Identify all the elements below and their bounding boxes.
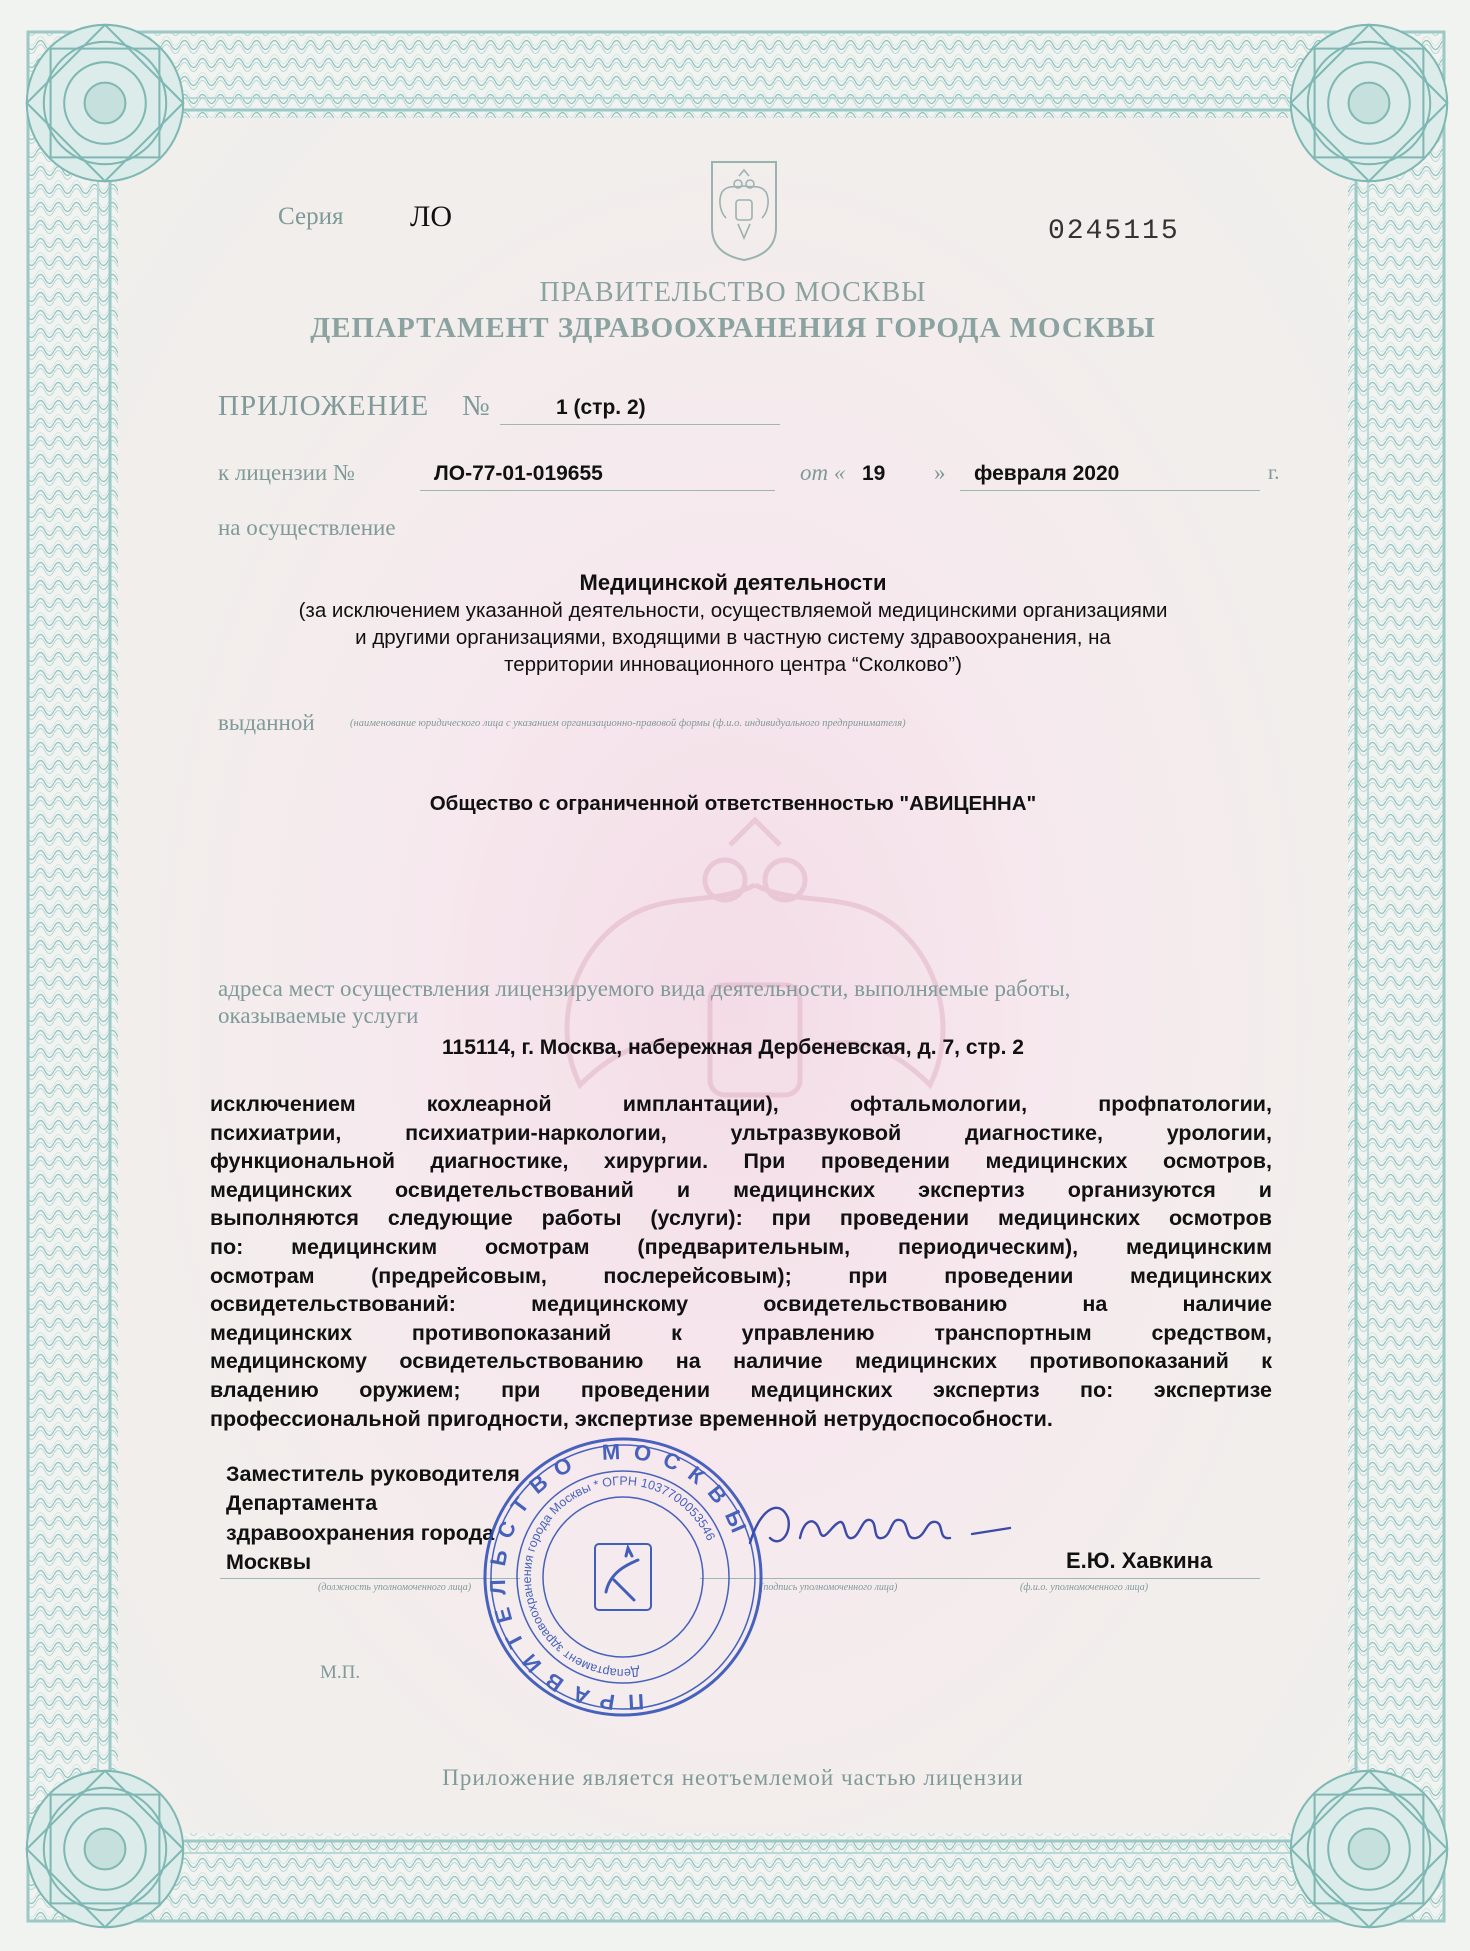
appendix-label: ПРИЛОЖЕНИЕ: [218, 390, 430, 422]
services-text: [210, 1090, 1272, 1433]
form-number: 0245115: [1048, 216, 1180, 247]
services-line: по: медицинским осмотрам (предварительным, периодическим), медицинским: [210, 1234, 1272, 1259]
license-month-year: февраля 2020: [974, 462, 1120, 485]
authority-title: ПРАВИТЕЛЬСТВО МОСКВЫ: [539, 277, 927, 308]
name-underline: [1000, 1578, 1260, 1579]
activity-title: Медицинской деятельности: [579, 570, 887, 595]
license-day: 19: [862, 462, 886, 485]
activity-desc-line-2: и другими организациями, входящими в частную систему здравоохранения, на: [355, 626, 1111, 649]
corner-rosette-top-left: [20, 18, 190, 188]
position-hint: (должность уполномоченного лица): [318, 1582, 472, 1593]
signer-position-line-1: Заместитель руководителя: [226, 1462, 520, 1486]
services-line: профессиональной пригодности, экспертизе временной нетрудоспособности.: [210, 1406, 1053, 1431]
services-line: освидетельствований: медицинскому освидетельствованию на наличие: [210, 1292, 1272, 1317]
license-label: к лицензии №: [218, 460, 355, 485]
stamp-outer-text: ПРАВИТЕЛЬСТВО МОСКВЫ: [484, 1438, 757, 1716]
services-line: владению оружием; при проведении медицинских экспертиз по: экспертизе: [210, 1377, 1272, 1402]
coat-of-arms-icon: [708, 158, 780, 262]
handwritten-signature: [740, 1488, 1030, 1568]
services-line: осмотрам (предрейсовым, послерейсовым); при проведении медицинских: [210, 1263, 1272, 1288]
footer-note: Приложение является неотъемлемой частью лицензии: [442, 1765, 1024, 1790]
signer-position-line-3: здравоохранения города: [226, 1521, 495, 1545]
services-line: медицинскому освидетельствованию на наличие медицинских противопоказаний к: [210, 1349, 1272, 1374]
license-from-label: от «: [800, 460, 846, 485]
name-hint: (ф.и.о. уполномоченного лица): [1020, 1582, 1149, 1593]
signer-position-line-2: Департамента: [226, 1491, 378, 1515]
address-label-line-1: адреса мест осуществления лицензируемого вида деятельности, выполняемые работы,: [218, 976, 1071, 1001]
appendix-number: 1 (стр. 2): [556, 396, 646, 419]
signer-position-line-4: Москвы: [226, 1550, 312, 1574]
series-value: ЛО: [410, 200, 453, 233]
license-number-underline: [420, 490, 775, 491]
license-quote-close: »: [934, 460, 946, 485]
appendix-underline: [500, 424, 780, 425]
organization-name: Общество с ограниченной ответственностью "АВИЦЕННА": [429, 792, 1037, 815]
activity-desc-line-3: территории инновационного центра “Сколково”): [504, 653, 962, 676]
services-line: психиатрии, психиатрии-наркологии, ультразвуковой диагностике, урологии,: [210, 1120, 1272, 1145]
stamp-inner-text: Департамент здравоохранения города Москвы * ОГРН 1037700053546: [519, 1473, 718, 1681]
license-year-suffix: г.: [1268, 460, 1280, 484]
license-number: ЛО-77-01-019655: [434, 462, 603, 485]
corner-rosette-top-right: [1284, 18, 1454, 188]
services-line: исключением кохлеарной имплантации), офтальмологии, профпатологии,: [210, 1092, 1272, 1116]
signer-name: Е.Ю. Хавкина: [1066, 1548, 1213, 1573]
issued-label: выданной: [218, 710, 315, 735]
address-value: 115114, г. Москва, набережная Дербеневская, д. 7, стр. 2: [442, 1036, 1024, 1059]
stamp-place-label: М.П.: [320, 1662, 361, 1683]
appendix-number-sign: №: [462, 390, 490, 422]
position-underline: [220, 1578, 520, 1579]
signature-hint: (подпись уполномоченного лица): [760, 1582, 898, 1593]
services-line: выполняются следующие работы (услуги): при проведении медицинских осмотров: [210, 1206, 1272, 1231]
address-label-line-2: оказываемые услуги: [218, 1003, 419, 1028]
issued-hint: (наименование юридического лица с указанием организационно-правовой формы (ф.и.о. индивидуального предпринимателя): [350, 718, 906, 729]
department-title: ДЕПАРТАМЕНТ ЗДРАВООХРАНЕНИЯ ГОРОДА МОСКВЫ: [310, 312, 1156, 344]
activity-label: на осуществление: [218, 515, 396, 540]
official-stamp: [478, 1432, 768, 1722]
activity-desc-line-1: (за исключением указанной деятельности, осуществляемой медицинскими организациями: [298, 599, 1168, 622]
services-line: медицинских противопоказаний к управлению транспортным средством,: [210, 1320, 1272, 1345]
license-date-underline: [960, 490, 1260, 491]
services-line: медицинских освидетельствований и медицинских экспертиз организуются и: [210, 1177, 1272, 1202]
series-label: Серия: [278, 203, 344, 230]
services-line: функциональной диагностике, хирургии. При проведении медицинских осмотров,: [210, 1149, 1272, 1174]
